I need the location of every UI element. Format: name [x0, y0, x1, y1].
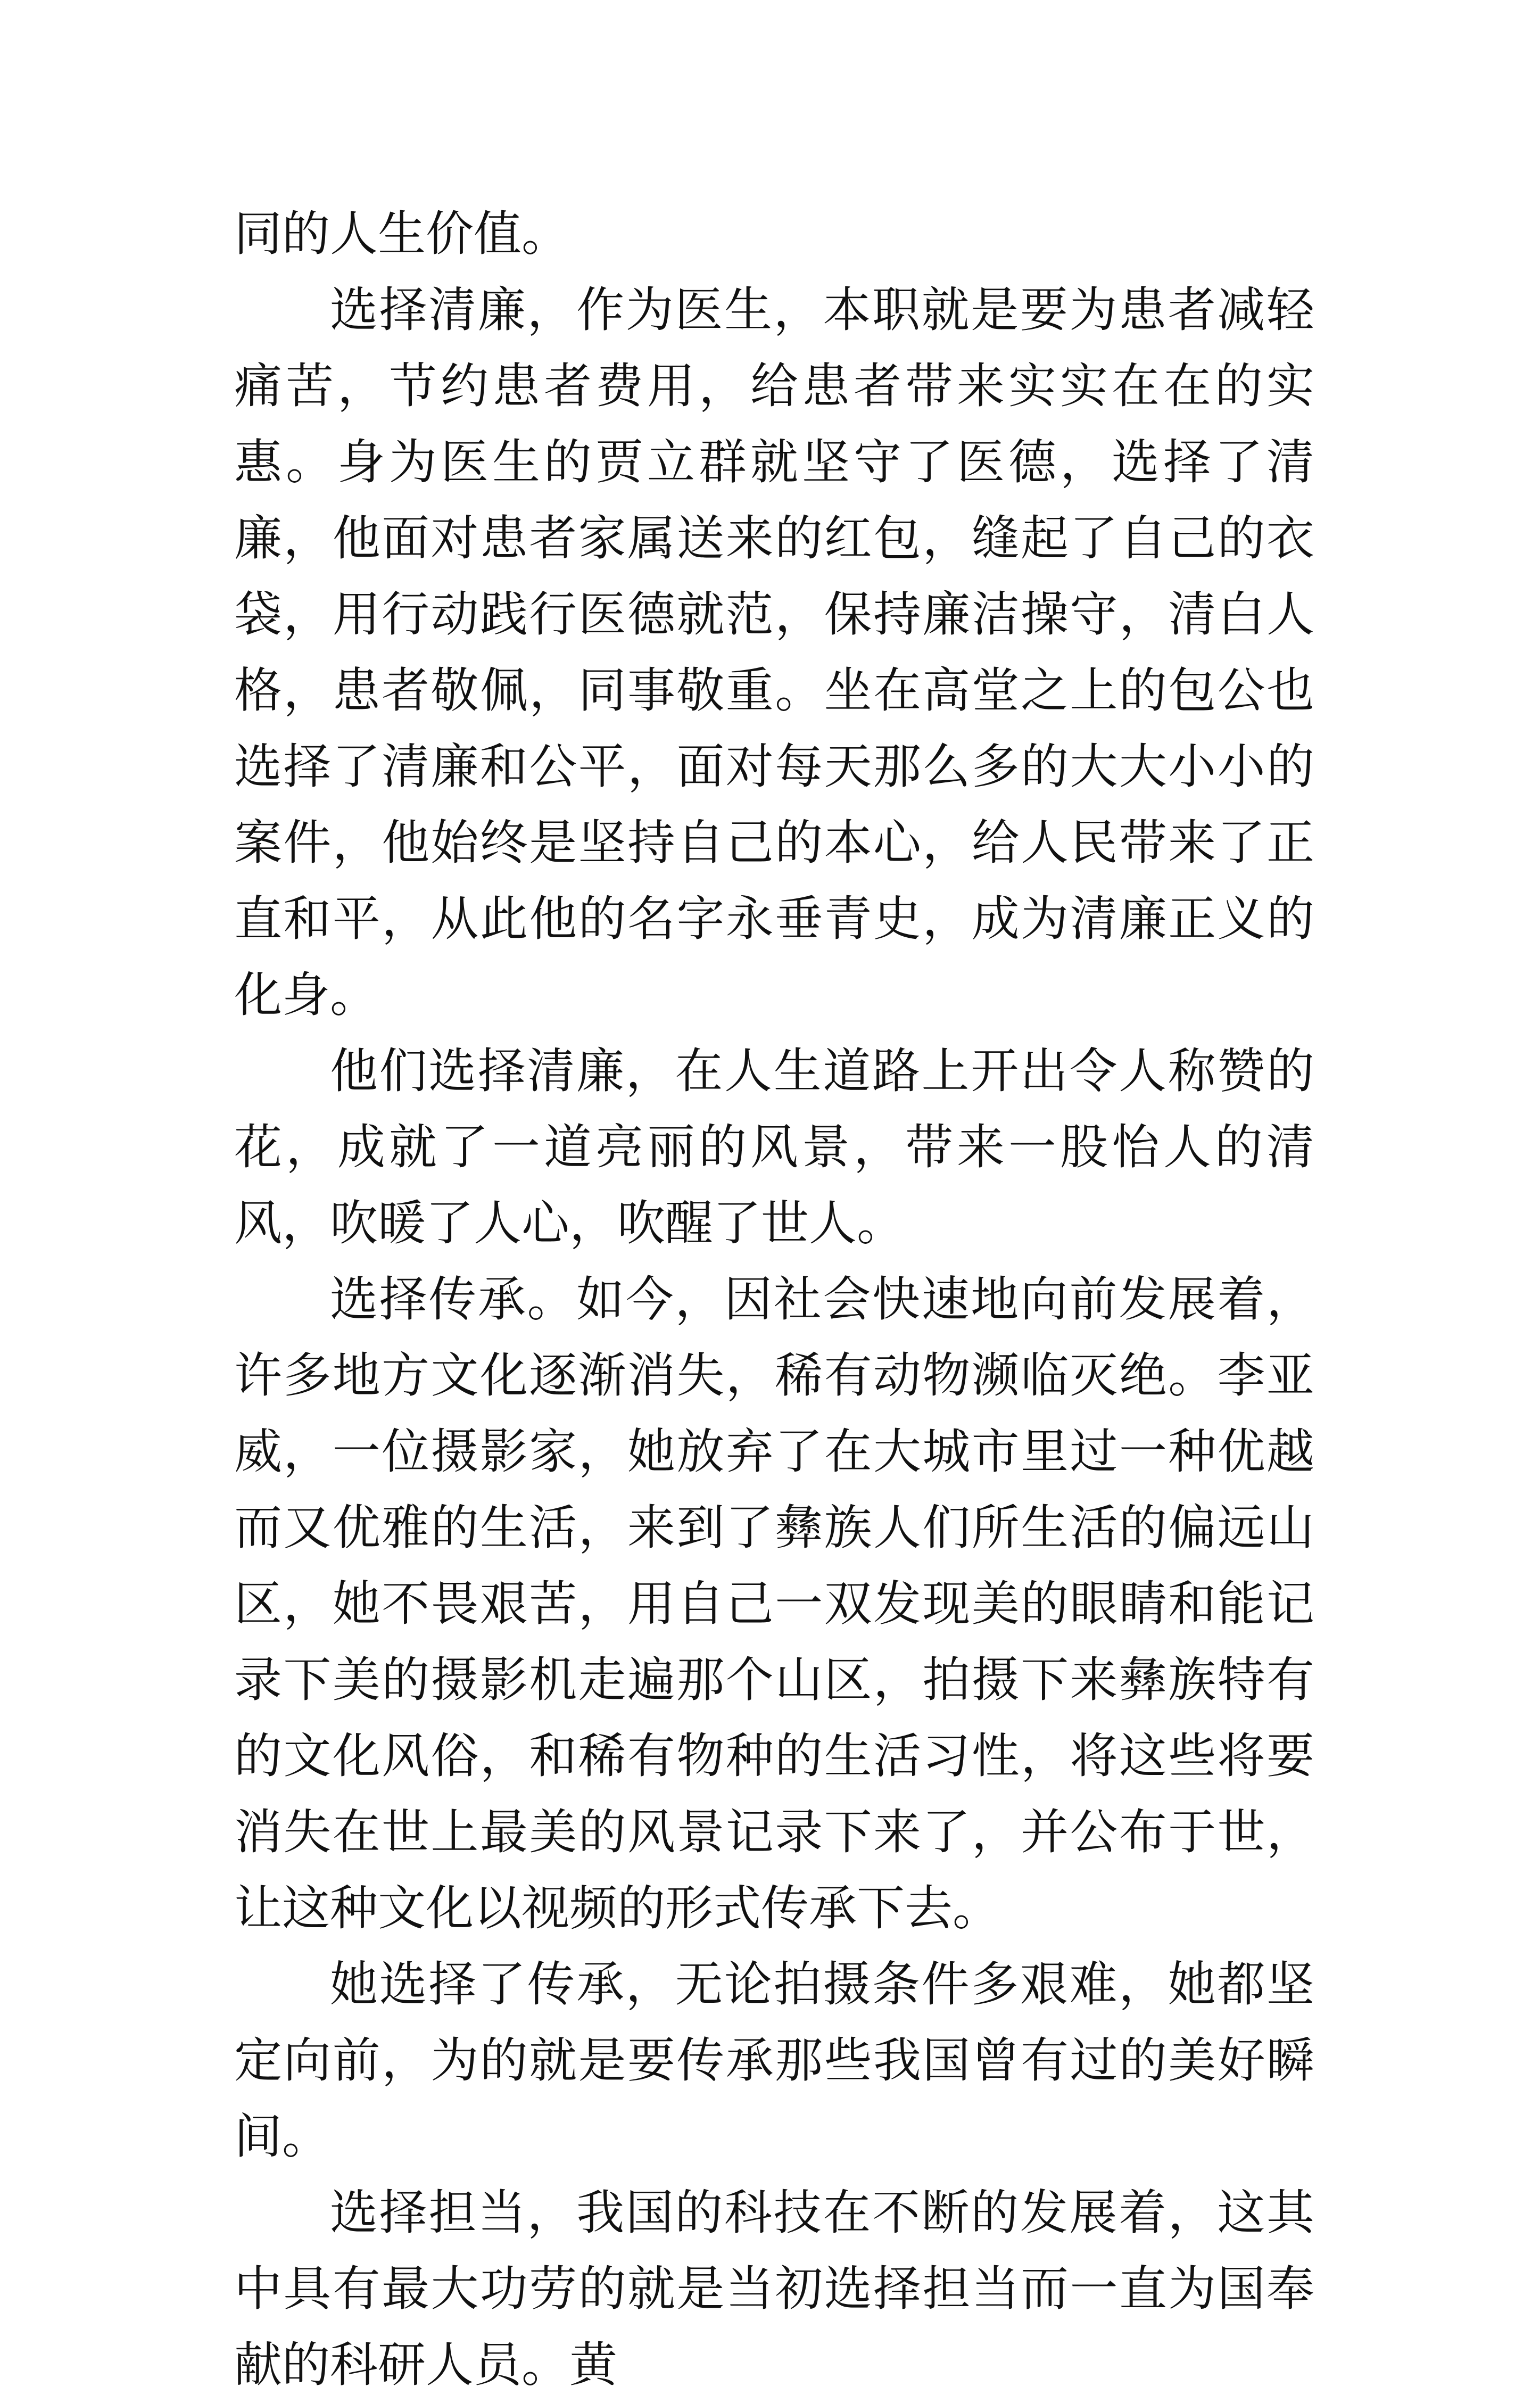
paragraph-integrity-summary: 他们选择清廉，在人生道路上开出令人称赞的花，成就了一道亮丽的风景，带来一股怡人的清风，吹暖了人心，吹醒了世人。: [234, 1043, 1314, 1251]
paragraph-integrity-doctor: 选择清廉，作为医生，本职就是要为患者减轻痛苦，节约患者费用，给患者带来实实在在的实惠。身为医生的贾立群就坚守了医德，选择了清廉，他面对患者家属送来的红包，缝起了自己的衣袋，用行动践行医德就范，保持廉洁操守，清白人格，患者敬佩，同事敬重。坐在高堂之上的包公也选择了清廉和公平，面对每天那么多的大大小小的案件，他始终是坚持自己的本心，给人民带来了正直和平，从此他的名字永垂青史，成为清廉正义的化身。: [234, 282, 1314, 1023]
paragraph-responsibility: 选择担当，我国的科技在不断的发展着，这其中具有最大功劳的就是当初选择担当而一直为国奉献的科研人员。黄: [234, 2185, 1314, 2393]
document-body: [234, 196, 1314, 2403]
paragraph-inheritance-summary: 她选择了传承，无论拍摄条件多艰难，她都坚定向前，为的就是要传承那些我国曾有过的美好瞬间。: [234, 1956, 1314, 2165]
paragraph-inheritance-photographer: 选择传承。如今，因社会快速地向前发展着，许多地方文化逐渐消失，稀有动物濒临灭绝。李亚威，一位摄影家，她放弃了在大城市里过一种优越而又优雅的生活，来到了彝族人们所生活的偏远山区，她不畏艰苦，用自己一双发现美的眼睛和能记录下美的摄影机走遍那个山区，拍摄下来彝族特有的文化风俗，和稀有物种的生活习性，将这些将要消失在世上最美的风景记录下来了，并公布于世，让这种文化以视频的形式传承下去。: [234, 1271, 1314, 1936]
paragraph-continuation: 同的人生价值。: [234, 206, 569, 262]
